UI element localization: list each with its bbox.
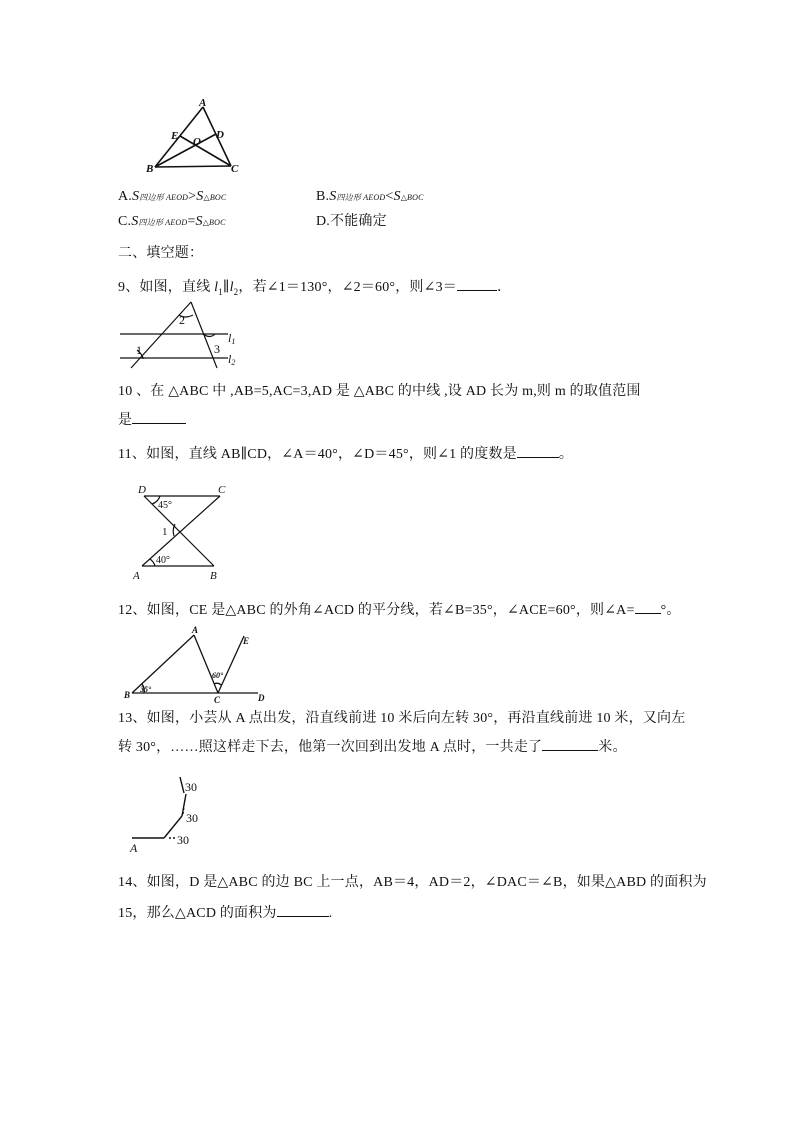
label-d: D (258, 693, 265, 703)
label-angle-2: 30 (186, 811, 198, 825)
label-d: D (138, 484, 146, 496)
label-angle-1: 1 (162, 526, 168, 538)
label-angle-2: 2 (179, 313, 185, 327)
label-c: C (231, 163, 239, 175)
label-40: 40° (156, 555, 170, 566)
option-a: A.S四边形 AEOD>S△BOC (118, 189, 227, 204)
label-angle-3: 30 (185, 780, 197, 794)
label-c: C (214, 695, 221, 704)
answer-blank-10[interactable] (132, 409, 186, 424)
label-l2: l2 (228, 352, 236, 367)
question-10-line2: 是 (118, 409, 186, 431)
question-14-line1: 14、如图，D 是△ABC 的边 BC 上一点，AB＝4，AD＝2，∠DAC＝∠B，如果△ABD 的面积为 (118, 875, 707, 890)
figure-q9 (115, 297, 250, 372)
label-60: 60° (212, 671, 224, 680)
figure-q8 (140, 95, 250, 177)
question-13-line1: 13、如图，小芸从 A 点出发，沿直线前进 10 米后向左转 30°，再沿直线前进 10 米，又向左 (118, 711, 686, 726)
figure-q12 (120, 622, 275, 704)
label-a: A (199, 97, 207, 109)
label-c: C (218, 484, 226, 496)
path-segment-4 (180, 777, 184, 793)
angle-arc-a (150, 559, 155, 566)
label-35: 35° (140, 685, 152, 694)
label-angle-1: 30 (177, 833, 189, 847)
option-d: D.不能确定 (316, 214, 387, 229)
answer-blank-14[interactable] (277, 902, 329, 917)
answer-blank-13[interactable] (542, 736, 598, 751)
question-12: 12、如图，CE 是△ABC 的外角∠ACD 的平分线，若∠B=35°，∠ACE=60°，则∠A= °。 (118, 599, 681, 621)
question-10-line1: 10 、在 △ABC 中 ,AB=5,AC=3,AD 是 △ABC 的中线 ,设 AD 长为 m,则 m 的取值范围 (118, 384, 641, 399)
label-d: D (216, 129, 224, 141)
label-angle-1: 1 (136, 343, 142, 357)
label-angle-3: 3 (214, 342, 220, 356)
label-b: B (210, 570, 217, 582)
label-a: A (133, 570, 140, 582)
question-14-line2: 15，那么△ACD 的面积为 . (118, 902, 332, 924)
label-b: B (146, 163, 154, 175)
label-e: E (171, 130, 179, 142)
side-bc (155, 166, 231, 167)
label-o: O (193, 136, 201, 148)
answer-blank-9[interactable] (457, 276, 497, 291)
ray-ce (218, 636, 244, 693)
label-a: A (192, 625, 199, 635)
label-l1: l1 (228, 331, 236, 346)
label-45: 45° (158, 500, 172, 511)
label-e: E (243, 636, 250, 646)
option-c: C.S四边形 AEOD=S△BOC (118, 214, 226, 229)
figure-q11 (128, 480, 238, 584)
question-9: 9、如图，直线 $l_1\parallel l_2$，若∠1＝130°，∠2＝60°，则∠3＝ ． (118, 276, 511, 302)
label-a: A (130, 841, 138, 855)
figure-q13 (122, 770, 222, 856)
answer-blank-12[interactable] (635, 599, 661, 614)
label-b: B (124, 690, 131, 700)
answer-blank-11[interactable] (517, 443, 559, 458)
question-11: 11、如图，直线 AB∥CD，∠A＝40°，∠D＝45°，则∠1 的度数是 。 (118, 443, 573, 465)
section-title: 二、填空题： (118, 246, 204, 261)
question-13-line2: 转 30°，……照这样走下去，他第一次回到出发地 A 点时，一共走了 米。 (118, 736, 627, 758)
option-b: B.S四边形 AEOD<S△BOC (316, 189, 424, 204)
